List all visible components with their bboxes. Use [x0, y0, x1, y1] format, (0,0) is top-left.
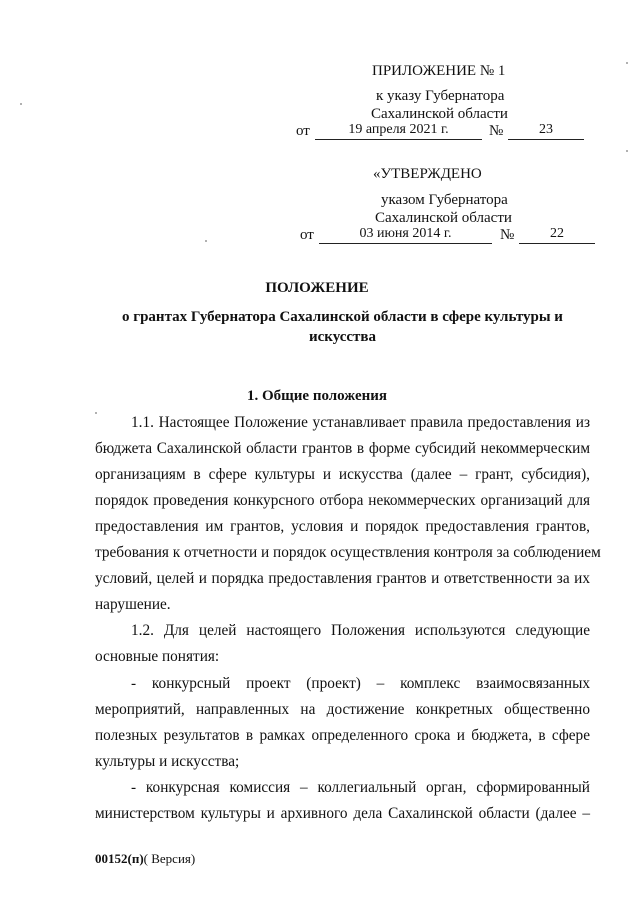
footer-code: [95, 851, 195, 867]
approved-number: 22: [550, 226, 564, 241]
body-line-6: требования к отчетности и порядок осуществления контроля за соблюдением: [95, 544, 601, 561]
appendix-date: 19 апреля 2021 г.: [348, 122, 449, 137]
body-line-9: 1.2. Для целей настоящего Положения используются следующие: [131, 622, 590, 639]
body-line-7: условий, целей и порядка предоставления грантов и ответственности за их: [95, 570, 590, 587]
appendix-number-underline: [508, 139, 584, 140]
approved-region: Сахалинской области: [375, 210, 512, 226]
body-line-3: организациям в сфере культуры и искусства (далее – грант, субсидия),: [95, 466, 590, 483]
section-heading: 1. Общие положения: [246, 388, 388, 404]
appendix-region: Сахалинской области: [371, 106, 508, 122]
body-line-15: - конкурсная комиссия – коллегиальный орган, сформированный: [131, 779, 590, 796]
appendix-number-label: №: [489, 123, 504, 139]
body-line-1: 1.1. Настоящее Положение устанавливает правила предоставления из: [131, 414, 590, 431]
approved-number-label: №: [500, 227, 515, 243]
body-line-12: мероприятий, направленных на достижение конкретных общественно: [95, 701, 590, 718]
body-line-11: - конкурсный проект (проект) – комплекс взаимосвязанных: [131, 675, 590, 692]
appendix-date-underline: [315, 139, 482, 140]
scan-speck: [95, 412, 97, 414]
body-line-13: полезных результатов в рамках определенного срока и бюджета, в сфере: [95, 727, 590, 744]
body-line-4: порядок проведения конкурсного отбора некоммерческих организаций для: [95, 492, 590, 509]
document-subtitle-line2: искусства: [308, 329, 377, 345]
appendix-title: ПРИЛОЖЕНИЕ № 1: [372, 63, 506, 79]
footer-version: ( Версия): [143, 851, 196, 866]
scan-speck: [626, 62, 628, 64]
approved-from-label: от: [300, 227, 314, 243]
body-line-10: основные понятия:: [95, 648, 220, 665]
footer-code-number: 00152(п): [95, 851, 144, 866]
approved-by-decree: указом Губернатора: [381, 192, 508, 208]
document-subtitle-line1: о грантах Губернатора Сахалинской области в сфере культуры и: [122, 309, 563, 325]
document-title: ПОЛОЖЕНИЕ: [265, 280, 369, 296]
appendix-number: 23: [539, 122, 553, 137]
body-line-16: министерством культуры и архивного дела Сахалинской области (далее –: [95, 805, 590, 822]
body-line-2: бюджета Сахалинской области грантов в форме субсидий некоммерческим: [95, 440, 590, 457]
body-line-14: культуры и искусства;: [95, 753, 240, 770]
scan-speck: [205, 240, 207, 242]
approved-number-underline: [519, 243, 595, 244]
appendix-to-decree: к указу Губернатора: [376, 88, 505, 104]
scan-speck: [20, 103, 22, 105]
body-line-8: нарушение.: [95, 596, 171, 613]
appendix-from-label: от: [296, 123, 310, 139]
body-line-5: предоставления им грантов, условия и порядок предоставления грантов,: [95, 518, 590, 535]
approved-date: 03 июня 2014 г.: [359, 226, 452, 241]
approved-title: «УТВЕРЖДЕНО: [373, 166, 482, 182]
scan-speck: [626, 150, 628, 152]
approved-date-underline: [319, 243, 492, 244]
